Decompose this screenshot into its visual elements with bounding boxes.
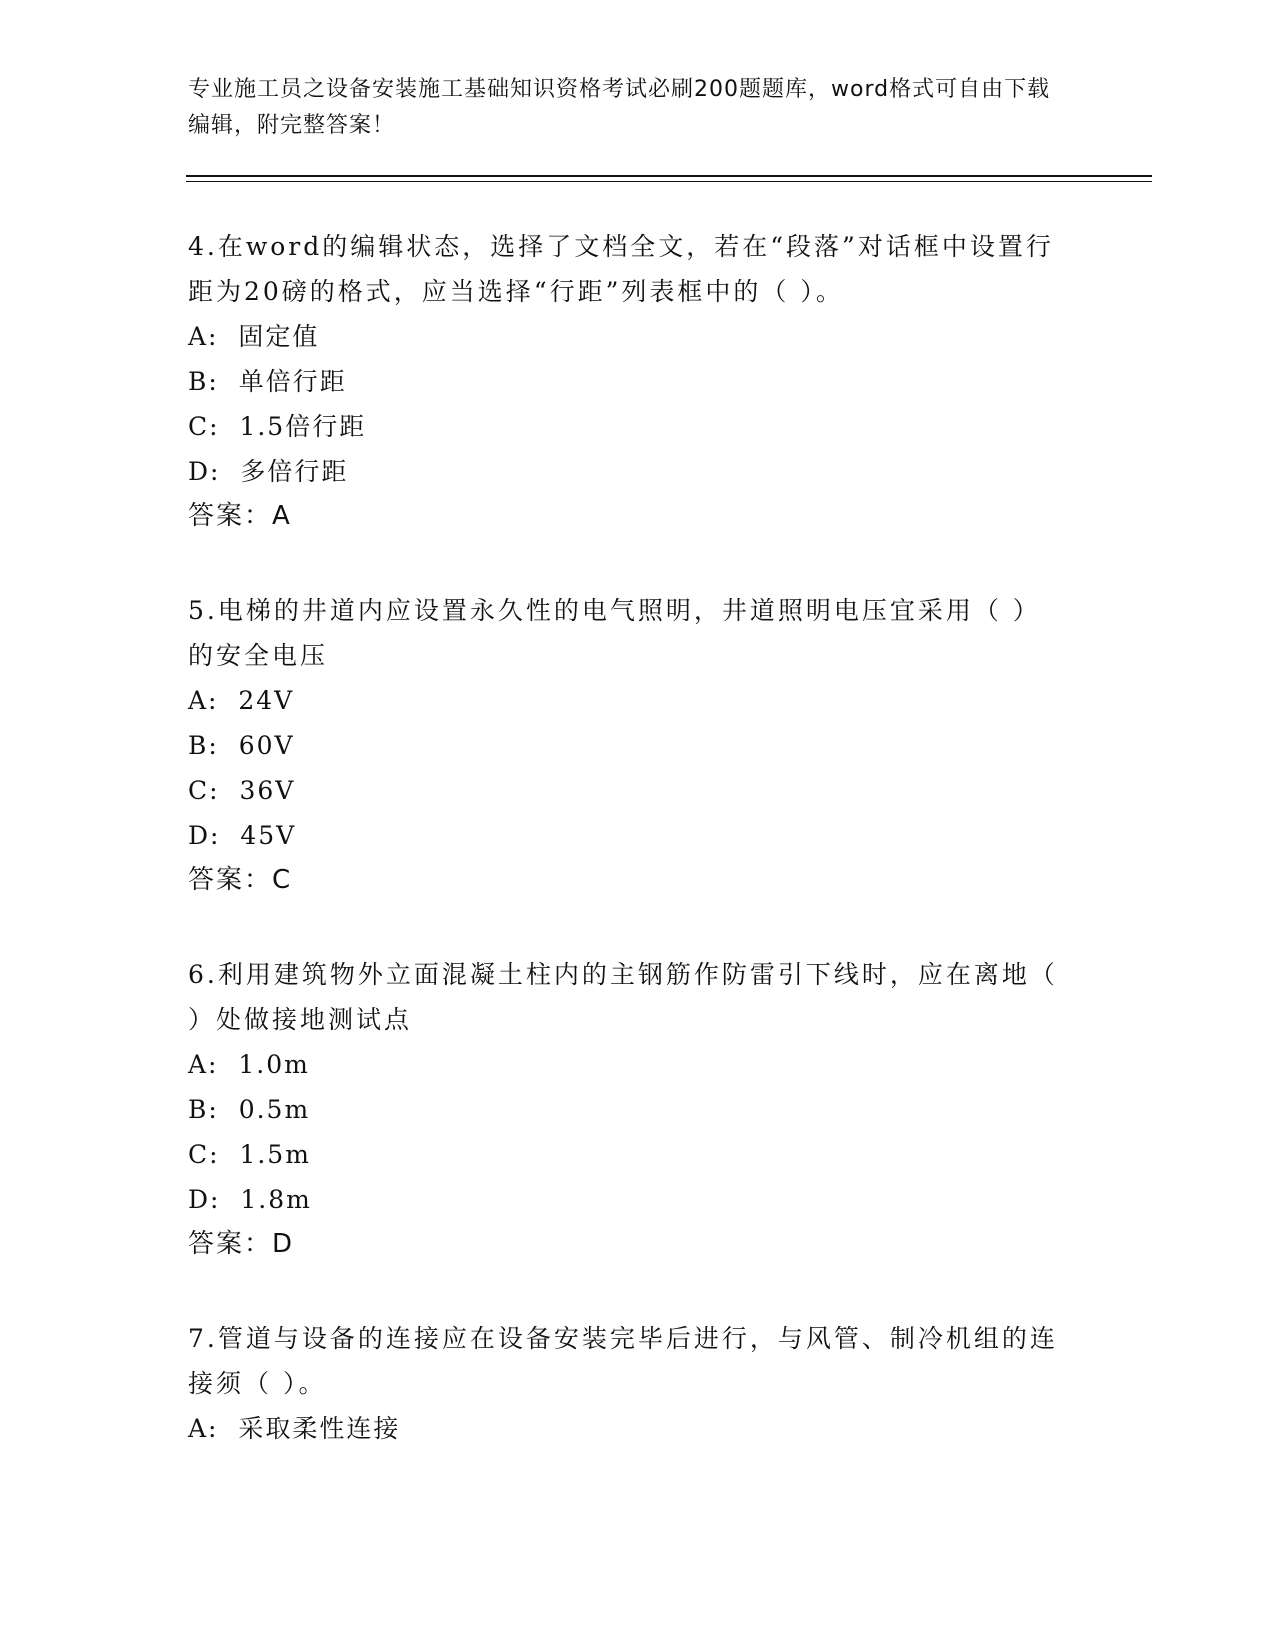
question-5 <box>188 588 1068 903</box>
option-c: C: 1.5m <box>188 1140 311 1169</box>
header-divider-thick <box>186 175 1152 177</box>
question-7 <box>188 1316 1068 1451</box>
document-header: 专业施工员之设备安装施工基础知识资格考试必刷200题题库，word格式可自由下载编辑，附完整答案！ <box>188 77 1051 138</box>
option-a: A: 固定值 <box>188 322 320 351</box>
question-6 <box>188 952 1068 1267</box>
question-stem: 5.电梯的井道内应设置永久性的电气照明，井道照明电压宜采用（ ）的安全电压 <box>188 596 1041 670</box>
option-d: D: 多倍行距 <box>188 457 349 486</box>
question-stem: 4.在word的编辑状态，选择了文档全文，若在“段落”对话框中设置行距为20磅的格式，应当选择“行距”列表框中的（ ）。 <box>188 232 1054 306</box>
option-d: D: 45V <box>188 821 297 850</box>
option-b: B: 单倍行距 <box>188 367 347 396</box>
option-c: C: 36V <box>188 776 296 805</box>
question-stem: 7.管道与设备的连接应在设备安装完毕后进行，与风管、制冷机组的连接须（ ）。 <box>188 1324 1058 1398</box>
option-a: A: 24V <box>188 686 295 715</box>
answer: 答案：C <box>188 865 293 895</box>
option-a: A: 采取柔性连接 <box>188 1414 401 1443</box>
option-b: B: 0.5m <box>188 1095 311 1124</box>
question-4 <box>188 224 1068 539</box>
option-a: A: 1.0m <box>188 1050 310 1079</box>
answer: 答案：A <box>188 501 292 531</box>
option-c: C: 1.5倍行距 <box>188 412 367 441</box>
header-divider-thin <box>186 181 1152 182</box>
option-b: B: 60V <box>188 731 295 760</box>
option-d: D: 1.8m <box>188 1185 312 1214</box>
question-stem: 6.利用建筑物外立面混凝土柱内的主钢筋作防雷引下线时，应在离地（ ）处做接地测试点 <box>188 960 1058 1034</box>
answer: 答案：D <box>188 1229 295 1259</box>
